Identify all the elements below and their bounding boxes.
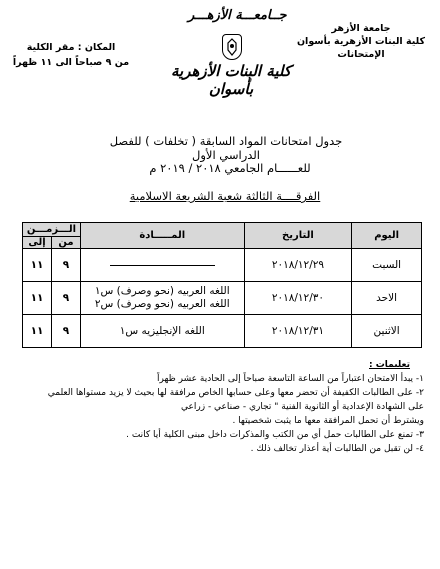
header-day: اليوم xyxy=(352,223,422,249)
row-subject xyxy=(80,282,244,315)
instruction-item: ٣- تمنع على الطالبات حمل أي من الكتب والمذكرات داخل مبنى الكلية أيا كانت . xyxy=(126,430,424,440)
row-to: ١١ xyxy=(23,249,52,282)
academic-year: للعــــــام الجامعي ٢٠١٨ / ٢٠١٩ م xyxy=(149,161,311,175)
department-name: الإمتحانات xyxy=(337,49,385,60)
exam-schedule-table xyxy=(22,222,422,348)
college-name: كلية البنات الأزهرية بأسوان xyxy=(296,36,426,47)
exam-time: من ٩ صباحاً الى ١١ ظهراً xyxy=(12,57,130,68)
logo-college-name: كلية البنات الأزهرية بأسوان xyxy=(171,62,291,98)
table-header-row xyxy=(23,223,422,237)
row-day: الاثنين xyxy=(352,315,422,348)
college-logo xyxy=(150,6,312,96)
university-name: جامعة الأزهر xyxy=(331,23,391,34)
schedule-title: جدول امتحانات المواد السابقة ( تخلفات ) للفصل الدراسي الأول xyxy=(109,134,343,162)
row-subject xyxy=(80,315,244,348)
row-from: ٩ xyxy=(52,315,81,348)
logo-arc-text: جــامعـــة الأزهـــر xyxy=(188,8,287,23)
instruction-item: ٢- على الطالبات الكفيفة أن تحضر معها وعلى حسابها الخاص مرافقة لها بحيث لا يزيد مستواها العلمي xyxy=(47,388,424,398)
row-date: ٢٠١٨/١٢/٢٩ xyxy=(244,249,352,282)
exam-place: المكان : مقر الكلية xyxy=(26,42,116,53)
header-time: الـــزمـــن xyxy=(23,223,81,237)
instructions-title: تعليمات : xyxy=(369,360,410,370)
instruction-item: على الشهادة الإعدادية أو الثانوية الفنية " تجاري - صناعي - زراعي xyxy=(181,402,424,412)
institution-header xyxy=(296,22,426,61)
subject-line: اللغه العربيه (نحو وصرف) س١ xyxy=(94,285,230,297)
header-to: إلى xyxy=(23,237,52,249)
empty-subject-line xyxy=(110,265,215,266)
row-date: ٢٠١٨/١٢/٣١ xyxy=(244,315,352,348)
subject-line: اللغه العربيه (نحو وصرف) س٢ xyxy=(94,298,230,310)
header-from: من xyxy=(52,237,81,249)
table-row xyxy=(23,282,422,315)
table-row xyxy=(23,315,422,348)
class-division: الفرقــــة الثالثة شعبة الشريعة الاسلامية xyxy=(129,189,321,203)
table-row xyxy=(23,249,422,282)
instruction-item: ويشترط أن تحمل المرافقة معها ما يثبت شخصيتها . xyxy=(232,416,424,426)
row-day: الاحد xyxy=(352,282,422,315)
row-from: ٩ xyxy=(52,249,81,282)
row-from: ٩ xyxy=(52,282,81,315)
emblem-icon xyxy=(222,34,242,60)
row-to: ١١ xyxy=(23,315,52,348)
instruction-item: ٤- لن تقبل من الطالبات أية أعذار تخالف ذلك . xyxy=(250,444,424,454)
emblem-shape xyxy=(225,38,239,56)
header-date: التاريخ xyxy=(244,223,352,249)
row-date: ٢٠١٨/١٢/٣٠ xyxy=(244,282,352,315)
row-to: ١١ xyxy=(23,282,52,315)
row-day: السبت xyxy=(352,249,422,282)
instructions xyxy=(18,358,424,456)
row-subject xyxy=(80,249,244,282)
header-subject: المـــــادة xyxy=(80,223,244,249)
exam-place-time xyxy=(10,40,132,70)
subject-line: اللغه الإنجليزيه س١ xyxy=(119,324,205,337)
instruction-item: ١- يبدأ الامتحان اعتباراً من الساعة التاسعة صباحاً إلى الحادية عشر ظهراً xyxy=(157,374,424,384)
